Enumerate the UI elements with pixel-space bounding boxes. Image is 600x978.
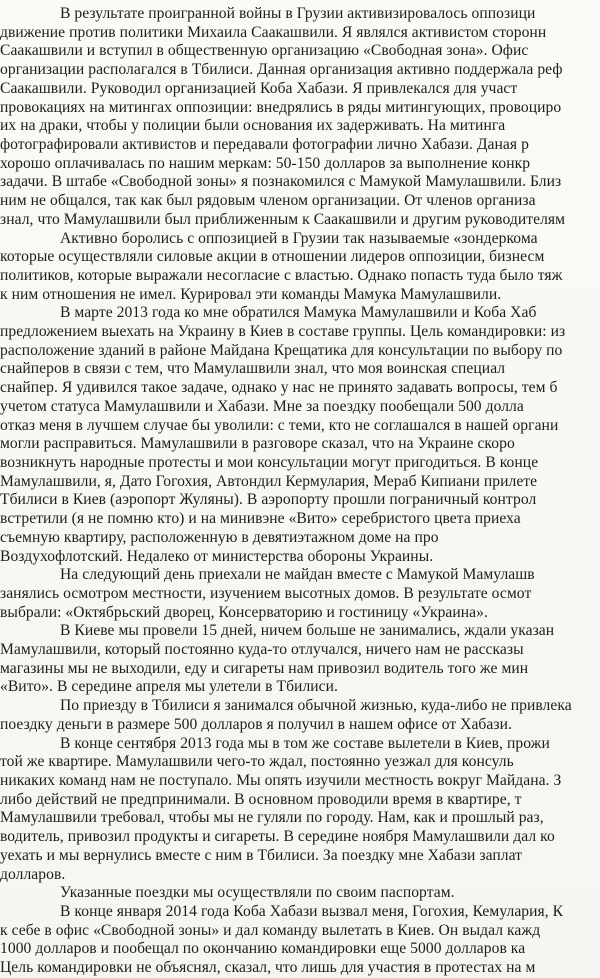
text-line: политиков, которые выражали несогласие с властью. Однако попасть туда было тяж xyxy=(0,266,563,284)
paragraph-first-line: В конце января 2014 года Коба Хабази вызвал меня, Гогохия, Кемулария, К xyxy=(60,902,564,920)
text-line: снайперов в связи с тем, что Мамулашвили знал, что моя воинская специал xyxy=(0,360,506,378)
text-line: Саакашвили и вступил в общественную организацию «Свободная зона». Офис xyxy=(0,42,529,60)
text-line: Саакашвили. Руководил организацией Коба Хабази. Я привлекался для участ xyxy=(0,79,518,97)
text-line: Цель командировки не объяснял, сказал, что лишь для участия в протестах на м xyxy=(0,959,536,976)
text-line: провокациях на митингах оппозиции: внедрялись в ряды митингующих, провоциро xyxy=(0,98,562,116)
text-line: никаких команд нам не поступало. Мы опять изучили местность вокруг Майдана. З xyxy=(0,771,562,789)
text-line: либо действий не предпринимали. В основном проводили время в квартире, т xyxy=(0,790,522,808)
paragraph-first-line: В марте 2013 года ко мне обратился Мамука Мамулашвили и Коба Хаб xyxy=(60,304,537,322)
text-line: которые осуществляли силовые акции в отношении лидеров оппозиции, бизнесм xyxy=(0,248,545,266)
paragraph-first-line: В Киеве мы провели 15 дней, ничем больше не занимались, ждали указан xyxy=(60,622,555,640)
text-line: той же квартире. Мамулашвили чего-то ждал, постоянно уезжал для консуль xyxy=(0,753,514,771)
text-line: уехать и мы вернулись вместе с ним в Тбилиси. За поездку мне Хабази заплат xyxy=(0,846,523,864)
text-line: 1000 долларов и пообещал по окончанию командировки еще 5000 долларов ка xyxy=(0,940,526,958)
paragraph-first-line: В конце сентября 2013 года мы в том же составе вылетели в Киев, прожи xyxy=(60,734,550,752)
text-line: расположение зданий в районе Майдана Крещатика для консультации по выбору по xyxy=(0,341,563,359)
text-line: водитель, привозил продукты и сигареты. В середине ноября Мамулашвили дал ко xyxy=(0,828,555,846)
text-line: «Вито». В середине апреля мы улетели в Тбилиси. xyxy=(0,678,338,696)
text-line: занялись осмотром местности, изучением высотных домов. В результате осмот xyxy=(0,584,532,602)
paragraph-first-line: На следующий день приехали не майдан вместе с Мамукой Мамулашв xyxy=(60,566,535,584)
text-line: их на драки, чтобы у полиции были основания их задерживать. На митинга xyxy=(0,117,506,135)
paragraph-first-line: Активно боролись с оппозицией в Грузии так называемые «зондеркома xyxy=(60,229,538,247)
paragraph-first-line: В результате проигранной войны в Грузии активизировалось оппозици xyxy=(60,5,536,22)
text-line: предложением выехать на Украину в Киев в составе группы. Цель командировки: из xyxy=(0,323,566,340)
text-line: фотографировали активистов и передавали фотографии лично Хабази. Даная р xyxy=(0,135,529,153)
text-line: поездку деньги в размере 500 долларов я получил в нашем офисе от Хабази. xyxy=(0,715,512,733)
text-line: возникнуть народные протесты и мои консультации могут пригодиться. В конце xyxy=(0,453,539,471)
text-line: знал, что Мамулашвили был приближенным к Саакашвили и другим руководителям xyxy=(0,210,566,228)
text-line: Мамулашвили, я, Дато Гогохия, Автондил Кермулария, Мераб Кипиани прилете xyxy=(0,472,538,490)
text-line: отказ меня в лучшем случае бы уволили: с теми, кто не соглашался в нашей органи xyxy=(0,416,559,434)
text-line: движение против политики Михаила Саакашвили. Я являлся активистом сторонн xyxy=(0,23,547,41)
paragraph-first-line: По приезду в Тбилиси я занимался обычной жизнью, куда-либо не привлека xyxy=(60,697,572,715)
text-line: Тбилиси в Киев (аэропорт Жуляны). В аэропорту прошли пограничный контрол xyxy=(0,491,537,509)
text-line: могли расправиться. Мамулашвили в разговоре сказал, что на Украине скоро xyxy=(0,435,515,453)
text-line: съемную квартиру, расположенную в девятиэтажном доме на про xyxy=(0,528,439,546)
text-line: ним не общался, так как был рядовым членом организации. От членов организа xyxy=(0,192,536,210)
paragraph-first-line: Указанные поездки мы осуществляли по своим паспортам. xyxy=(60,884,455,902)
text-line: выбрали: «Октябрьский дворец, Консерваторию и гостиницу «Украина». xyxy=(0,603,488,621)
text-line: Воздухофлотский. Недалеко от министерства обороны Украины. xyxy=(0,547,434,565)
text-line: задачи. В штабе «Свободной зоны» я познакомился с Мамукой Мамулашвили. Близ xyxy=(0,173,562,191)
text-line: хорошо оплачивалась по нашим меркам: 50-150 долларов за выполнение конкр xyxy=(0,154,531,172)
text-line: магазины мы не выходили, еду и сигареты нам привозил водитель того же мин xyxy=(0,659,529,677)
text-line: к ним отношения не имел. Курировал эти команды Мамука Мамулашвили. xyxy=(0,285,502,303)
text-line: встретили (я не помню кто) и на минивэне «Вито» серебристого цвета приеха xyxy=(0,510,521,528)
text-line: Мамулашвили, который постоянно куда-то отлучался, ничего нам не рассказы xyxy=(0,641,524,658)
text-line: Мамулашвили требовал, чтобы мы не гуляли по городу. Нам, как и прошлый раз, xyxy=(0,809,544,827)
text-line: снайпер. Я удивился такое задаче, однако у нас не принято задавать вопросы, тем б xyxy=(0,379,558,397)
text-line: долларов. xyxy=(0,865,66,883)
text-line: к себе в офис «Свободной зоны» и дал команду вылетать в Киев. Он выдал кажд xyxy=(0,921,541,939)
text-line: организации располагался в Тбилиси. Данная организация активно поддержала реф xyxy=(0,61,563,79)
text-line: учетом статуса Мамулашвили и Хабази. Мне за поездку пообещали 500 долла xyxy=(0,397,524,415)
